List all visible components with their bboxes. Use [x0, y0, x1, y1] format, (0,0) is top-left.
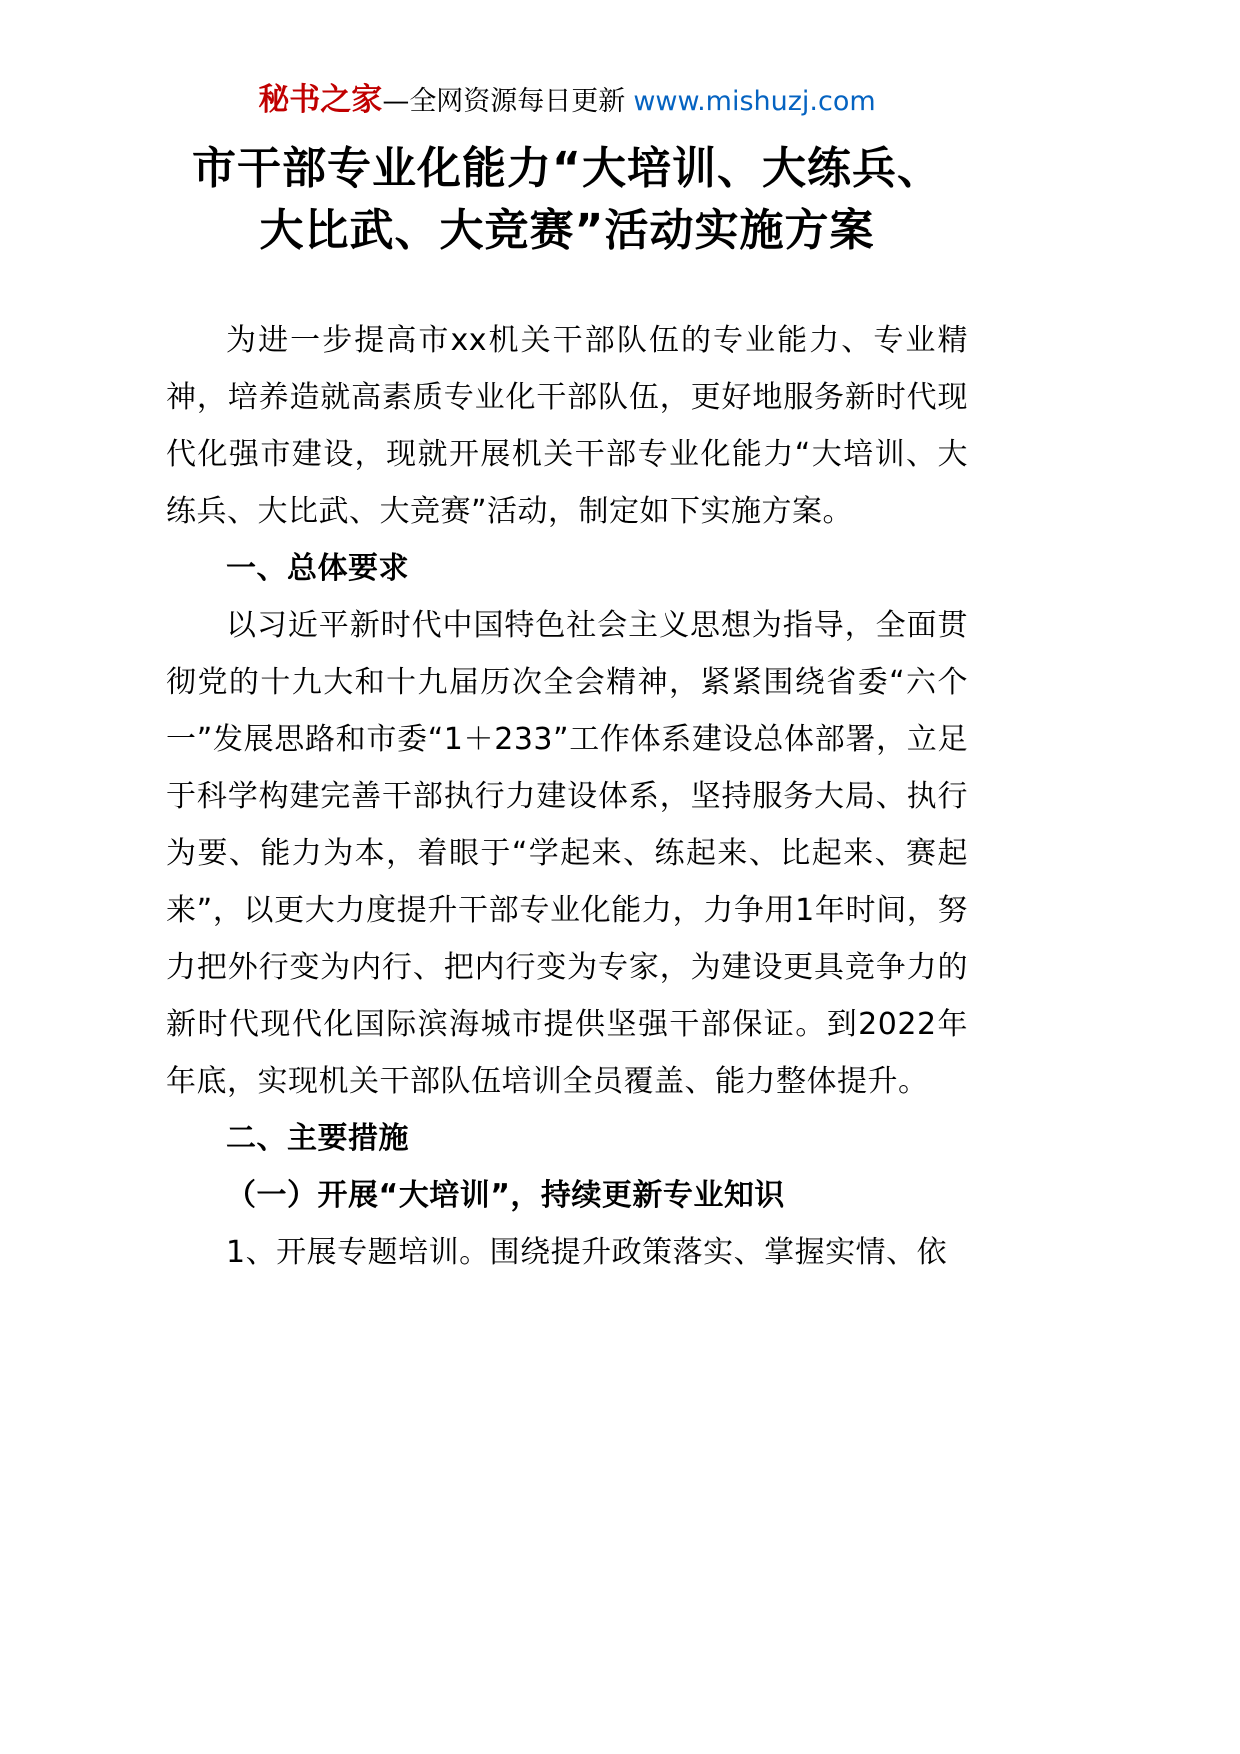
paragraph-section-1: 以习近平新时代中国特色社会主义思想为指导，全面贯彻党的十九大和十九届历次全会精神，紧紧围绕省委“六个一”发展思路和市委“1＋233”工作体系建设总体部署，立足于科学构建完善干部执行力建设体系，坚持服务大局、执行为要、能力为本，着眼于“学起来、练起来、比起来、赛起来”，以更大力度提升干部专业化能力，力争用1年时间，努力把外行变为内行、把内行变为专家，为建设更具竞争力的新时代现代化国际滨海城市提供坚强干部保证。到2022年年底，实现机关干部队伍培训全员覆盖、能力整体提升。 [166, 608, 968, 1099]
document-title [166, 138, 968, 262]
subsection-heading-2-1: （一）开展“大培训”，持续更新专业知识 [226, 1178, 785, 1213]
site-url-link[interactable]: www.mishuzj.com [633, 86, 876, 117]
document-title-line2: 大比武、大竞赛”活动实施方案 [259, 205, 875, 256]
paragraph-item-1: 1、开展专题培训。围绕提升政策落实、掌握实情、依 [226, 1235, 948, 1270]
document-title-line1: 市干部专业化能力“大培训、大练兵、 [192, 143, 942, 194]
document-body [166, 312, 968, 1281]
section-heading-2: 二、主要措施 [226, 1121, 409, 1156]
paragraph-intro: 为进一步提高市xx机关干部队伍的专业能力、专业精神，培养造就高素质专业化干部队伍，更好地服务新时代现代化强市建设，现就开展机关干部专业化能力“大培训、大练兵、大比武、大竞赛”活动，制定如下实施方案。 [166, 323, 968, 529]
site-tagline: 全网资源每日更新 [409, 86, 626, 117]
site-header [166, 80, 968, 122]
site-brand: 秘书之家 [258, 82, 383, 118]
section-heading-1: 一、总体要求 [226, 551, 409, 586]
header-separator: — [382, 86, 410, 117]
